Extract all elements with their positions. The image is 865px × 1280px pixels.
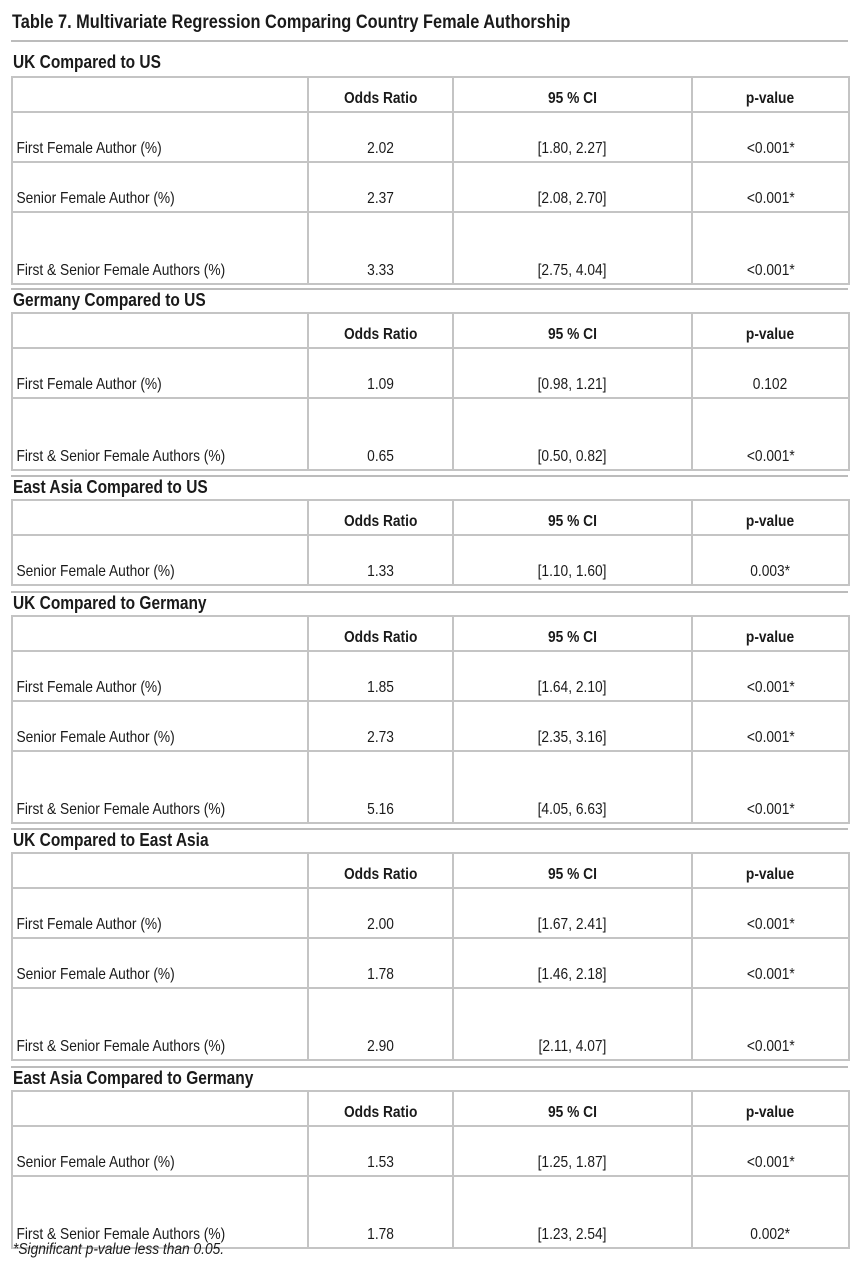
row-label: Senior Female Author (%) xyxy=(12,938,308,988)
table-row xyxy=(12,751,849,823)
header-blank xyxy=(12,853,308,888)
row-label: Senior Female Author (%) xyxy=(12,1126,308,1176)
header-p-value: p-value xyxy=(692,853,849,888)
odds-ratio-cell: 2.02 xyxy=(308,112,453,162)
header-odds-ratio: Odds Ratio xyxy=(308,500,453,535)
odds-ratio-cell: 1.09 xyxy=(308,348,453,398)
table-title: Table 7. Multivariate Regression Comparing Country Female Authorship xyxy=(12,12,571,33)
table-header-row xyxy=(12,500,849,535)
section-heading: UK Compared to East Asia xyxy=(13,830,209,850)
regression-table xyxy=(11,1090,850,1249)
row-label: First Female Author (%) xyxy=(12,888,308,938)
ci-cell: [1.80, 2.27] xyxy=(453,112,692,162)
table-row xyxy=(12,112,849,162)
table-row xyxy=(12,212,849,284)
table-row xyxy=(12,701,849,751)
ci-cell: [1.25, 1.87] xyxy=(453,1126,692,1176)
row-label: First Female Author (%) xyxy=(12,112,308,162)
row-label: First Female Author (%) xyxy=(12,348,308,398)
ci-cell: [2.08, 2.70] xyxy=(453,162,692,212)
odds-ratio-cell: 2.00 xyxy=(308,888,453,938)
row-label: Senior Female Author (%) xyxy=(12,701,308,751)
table-header-row xyxy=(12,1091,849,1126)
table-row xyxy=(12,651,849,701)
regression-table xyxy=(11,852,850,1061)
header-odds-ratio: Odds Ratio xyxy=(308,616,453,651)
odds-ratio-cell: 0.65 xyxy=(308,398,453,470)
p-value-cell: <0.001* xyxy=(692,112,849,162)
section-heading: East Asia Compared to Germany xyxy=(13,1068,254,1088)
regression-table xyxy=(11,76,850,285)
table-row xyxy=(12,988,849,1060)
row-label: Senior Female Author (%) xyxy=(12,162,308,212)
section-heading: East Asia Compared to US xyxy=(13,477,208,497)
section-rule xyxy=(11,40,848,42)
ci-cell: [2.75, 4.04] xyxy=(453,212,692,284)
header-ci: 95 % CI xyxy=(453,313,692,348)
odds-ratio-cell: 1.85 xyxy=(308,651,453,701)
ci-cell: [1.46, 2.18] xyxy=(453,938,692,988)
table-row xyxy=(12,535,849,585)
row-label: First & Senior Female Authors (%) xyxy=(12,751,308,823)
section-heading: UK Compared to US xyxy=(13,52,161,72)
regression-table xyxy=(11,312,850,471)
table-row xyxy=(12,938,849,988)
regression-table xyxy=(11,499,850,586)
table-row xyxy=(12,162,849,212)
row-label: First & Senior Female Authors (%) xyxy=(12,398,308,470)
ci-cell: [1.10, 1.60] xyxy=(453,535,692,585)
regression-table xyxy=(11,615,850,824)
table-header-row xyxy=(12,313,849,348)
header-odds-ratio: Odds Ratio xyxy=(308,1091,453,1126)
section-heading: Germany Compared to US xyxy=(13,290,206,310)
header-blank xyxy=(12,616,308,651)
odds-ratio-cell: 2.90 xyxy=(308,988,453,1060)
p-value-cell: <0.001* xyxy=(692,938,849,988)
section-heading: UK Compared to Germany xyxy=(13,593,207,613)
header-odds-ratio: Odds Ratio xyxy=(308,313,453,348)
header-p-value: p-value xyxy=(692,77,849,112)
header-ci: 95 % CI xyxy=(453,616,692,651)
header-odds-ratio: Odds Ratio xyxy=(308,77,453,112)
table-row xyxy=(12,398,849,470)
p-value-cell: <0.001* xyxy=(692,651,849,701)
table-header-row xyxy=(12,853,849,888)
header-ci: 95 % CI xyxy=(453,853,692,888)
header-ci: 95 % CI xyxy=(453,500,692,535)
table-row xyxy=(12,1176,849,1248)
header-blank xyxy=(12,500,308,535)
p-value-cell: <0.001* xyxy=(692,888,849,938)
odds-ratio-cell: 2.37 xyxy=(308,162,453,212)
p-value-cell: <0.001* xyxy=(692,212,849,284)
ci-cell: [2.35, 3.16] xyxy=(453,701,692,751)
p-value-cell: 0.003* xyxy=(692,535,849,585)
odds-ratio-cell: 1.33 xyxy=(308,535,453,585)
header-blank xyxy=(12,313,308,348)
ci-cell: [4.05, 6.63] xyxy=(453,751,692,823)
ci-cell: [1.67, 2.41] xyxy=(453,888,692,938)
odds-ratio-cell: 1.53 xyxy=(308,1126,453,1176)
header-p-value: p-value xyxy=(692,1091,849,1126)
header-odds-ratio: Odds Ratio xyxy=(308,853,453,888)
odds-ratio-cell: 2.73 xyxy=(308,701,453,751)
p-value-cell: <0.001* xyxy=(692,751,849,823)
table-row xyxy=(12,1126,849,1176)
header-p-value: p-value xyxy=(692,313,849,348)
header-ci: 95 % CI xyxy=(453,1091,692,1126)
ci-cell: [2.11, 4.07] xyxy=(453,988,692,1060)
row-label: First & Senior Female Authors (%) xyxy=(12,1176,308,1248)
footnote: *Significant p-value less than 0.05. xyxy=(13,1241,225,1258)
p-value-cell: 0.002* xyxy=(692,1176,849,1248)
table-header-row xyxy=(12,77,849,112)
odds-ratio-cell: 1.78 xyxy=(308,1176,453,1248)
table-row xyxy=(12,888,849,938)
header-p-value: p-value xyxy=(692,616,849,651)
header-ci: 95 % CI xyxy=(453,77,692,112)
odds-ratio-cell: 1.78 xyxy=(308,938,453,988)
p-value-cell: <0.001* xyxy=(692,988,849,1060)
p-value-cell: <0.001* xyxy=(692,398,849,470)
table-header-row xyxy=(12,616,849,651)
ci-cell: [1.64, 2.10] xyxy=(453,651,692,701)
table-row xyxy=(12,348,849,398)
header-blank xyxy=(12,77,308,112)
p-value-cell: <0.001* xyxy=(692,1126,849,1176)
ci-cell: [0.98, 1.21] xyxy=(453,348,692,398)
header-p-value: p-value xyxy=(692,500,849,535)
p-value-cell: <0.001* xyxy=(692,162,849,212)
row-label: Senior Female Author (%) xyxy=(12,535,308,585)
odds-ratio-cell: 3.33 xyxy=(308,212,453,284)
odds-ratio-cell: 5.16 xyxy=(308,751,453,823)
row-label: First Female Author (%) xyxy=(12,651,308,701)
p-value-cell: 0.102 xyxy=(692,348,849,398)
row-label: First & Senior Female Authors (%) xyxy=(12,988,308,1060)
header-blank xyxy=(12,1091,308,1126)
ci-cell: [1.23, 2.54] xyxy=(453,1176,692,1248)
row-label: First & Senior Female Authors (%) xyxy=(12,212,308,284)
ci-cell: [0.50, 0.82] xyxy=(453,398,692,470)
p-value-cell: <0.001* xyxy=(692,701,849,751)
